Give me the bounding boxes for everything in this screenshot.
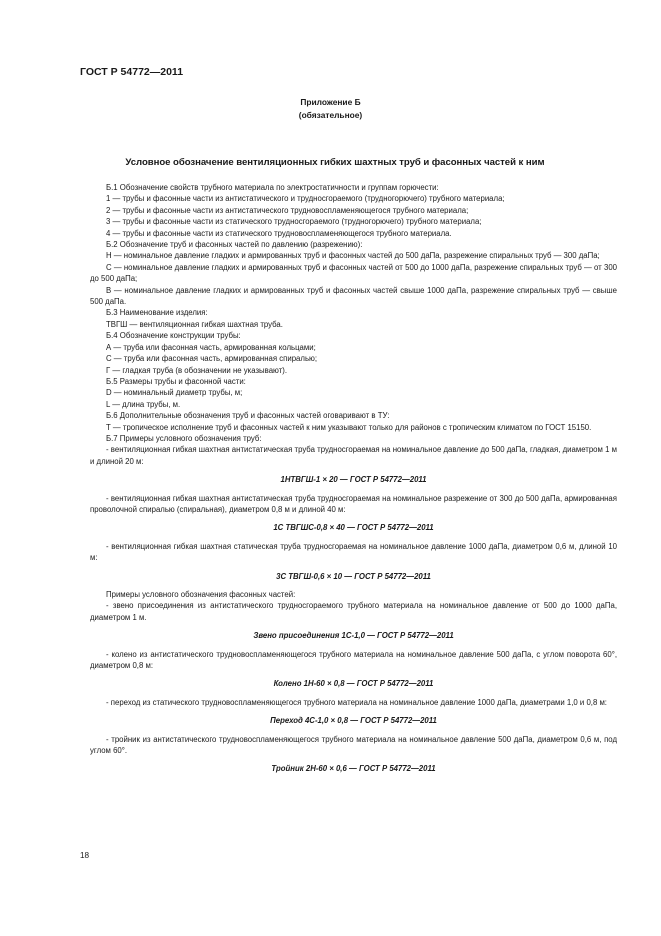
body-paragraph: Примеры условного обозначения фасонных частей: — [106, 590, 296, 599]
body-paragraph: Б.1 Обозначение свойств трубного материала по электростатичности и группам горючести: — [106, 183, 439, 192]
body-paragraph: ТВГШ — вентиляционная гибкая шахтная труба. — [106, 319, 283, 329]
designation-example: 1НТВГШ-1 × 20 — ГОСТ Р 54772—2011 — [280, 475, 427, 485]
document-header: ГОСТ Р 54772—2011 — [80, 66, 184, 78]
body-paragraph: - вентиляционная гибкая шахтная статическая труба трудносгораемая на номинальное давление 1000 даПа, диаметром 0,6 м, длиной 10 м: — [90, 541, 617, 563]
body-paragraph: 1 — трубы и фасонные части из антистатического и трудносгораемого (трудногорючего) трубного материала; — [106, 194, 505, 204]
body-paragraph: В — номинальное давление гладких и армированных труб и фасонных частей свыше 1000 даПа, разрежение спиральных труб — свыше 500 даПа. — [90, 285, 617, 307]
body-paragraph: D — номинальный диаметр трубы, м; — [106, 388, 243, 398]
section-title: Условное обозначение вентиляционных гибких шахтных труб и фасонных частей к ним — [125, 157, 545, 168]
body-paragraph: - тройник из антистатического трудновоспламеняющегося трубного материала на номинальное давление 500 даПа, диаметром 0,6 м, под углом 60°. — [90, 734, 617, 756]
body-paragraph: Б.6 Дополнительные обозначения труб и фасонных частей оговаривают в ТУ: — [106, 411, 390, 421]
body-paragraph: L — длина трубы, м. — [106, 399, 181, 409]
body-paragraph: 4 — трубы и фасонные части из статического трудновоспламеняющегося трубного материала. — [106, 228, 452, 238]
body-paragraph: - колено из антистатического трудновоспламеняющегося трубного материала на номинальное давление 500 даПа, с углом поворота 60°, диаметром 0,8 м: — [90, 649, 617, 671]
body-paragraph: - звено присоединения из антистатического трудносгораемого трубного материала на номинальное давление от 500 до 1000 даПа, диаметром 1 м. — [90, 601, 617, 622]
body-paragraph: Б.5 Размеры трубы и фасонной части: — [106, 376, 246, 386]
body-paragraph: Т — тропическое исполнение труб и фасонных частей к ним указывают только для районов с тропическим климатом по ГОСТ 15150. — [106, 422, 592, 432]
body-paragraph: С — номинальное давление гладких и армированных труб и фасонных частей от 500 до 1000 даПа, разрежение спиральных труб — от 300 до 500 даПа; — [90, 262, 617, 284]
body-paragraph: Б.7 Примеры условного обозначения труб: — [106, 433, 262, 443]
designation-example: Звено присоединения 1С-1,0 — ГОСТ Р 54772—2011 — [253, 631, 454, 641]
page-number: 18 — [80, 851, 90, 860]
designation-example: Колено 1Н-60 × 0,8 — ГОСТ Р 54772—2011 — [273, 679, 434, 689]
body-paragraph: Б.4 Обозначение конструкции трубы: — [106, 331, 241, 341]
body-paragraph: Б.3 Наименование изделия: — [106, 308, 208, 318]
body-paragraph: Н — номинальное давление гладких и армированных труб и фасонных частей до 500 даПа, разрежение спиральных труб — 300 даПа; — [106, 251, 600, 261]
body-paragraph: 2 — трубы и фасонные части из антистатического трудновоспламеняющегося трубного материала; — [106, 205, 469, 215]
designation-example: 3С ТВГШ-0,6 × 10 — ГОСТ Р 54772—2011 — [276, 571, 431, 581]
body-paragraph: А — труба или фасонная часть, армированная кольцами; — [106, 342, 316, 352]
appendix-label: Приложение Б — [300, 97, 361, 107]
body-paragraph: - вентиляционная гибкая шахтная антистатическая труба трудносгораемая на номинальное разрежение от 300 до 500 даПа, армированная проволочной спиралью (спиральная), диаметром 0,8 м и длиной 40 м: — [90, 493, 617, 514]
body-paragraph: 3 — трубы и фасонные части из статического трудносгораемого (трудногорючего) трубного материала; — [106, 217, 482, 227]
body-paragraph: - переход из статического трудновоспламеняющегося трубного материала на номинальное давление 1000 даПа, диаметрами 1,0 и 0,8 м: — [106, 697, 607, 707]
body-paragraph: - вентиляционная гибкая шахтная антистатическая труба трудносгораемая на номинальное давление до 500 даПа, гладкая, диаметром 1 м и длиной 20 м: — [90, 445, 617, 466]
designation-example: 1С ТВГШС-0,8 × 40 — ГОСТ Р 54772—2011 — [273, 523, 434, 533]
body-paragraph: Б.2 Обозначение труб и фасонных частей по давлению (разрежению): — [106, 240, 363, 250]
designation-example: Тройник 2Н-60 × 0,6 — ГОСТ Р 54772—2011 — [271, 764, 436, 774]
body-paragraph: С — труба или фасонная часть, армированная спиралью; — [106, 354, 318, 364]
appendix-status: (обязательное) — [298, 110, 363, 120]
document-body — [90, 182, 617, 782]
body-paragraph: Г — гладкая труба (в обозначении не указывают). — [106, 365, 288, 375]
designation-example: Переход 4С-1,0 × 0,8 — ГОСТ Р 54772—2011 — [270, 716, 437, 726]
